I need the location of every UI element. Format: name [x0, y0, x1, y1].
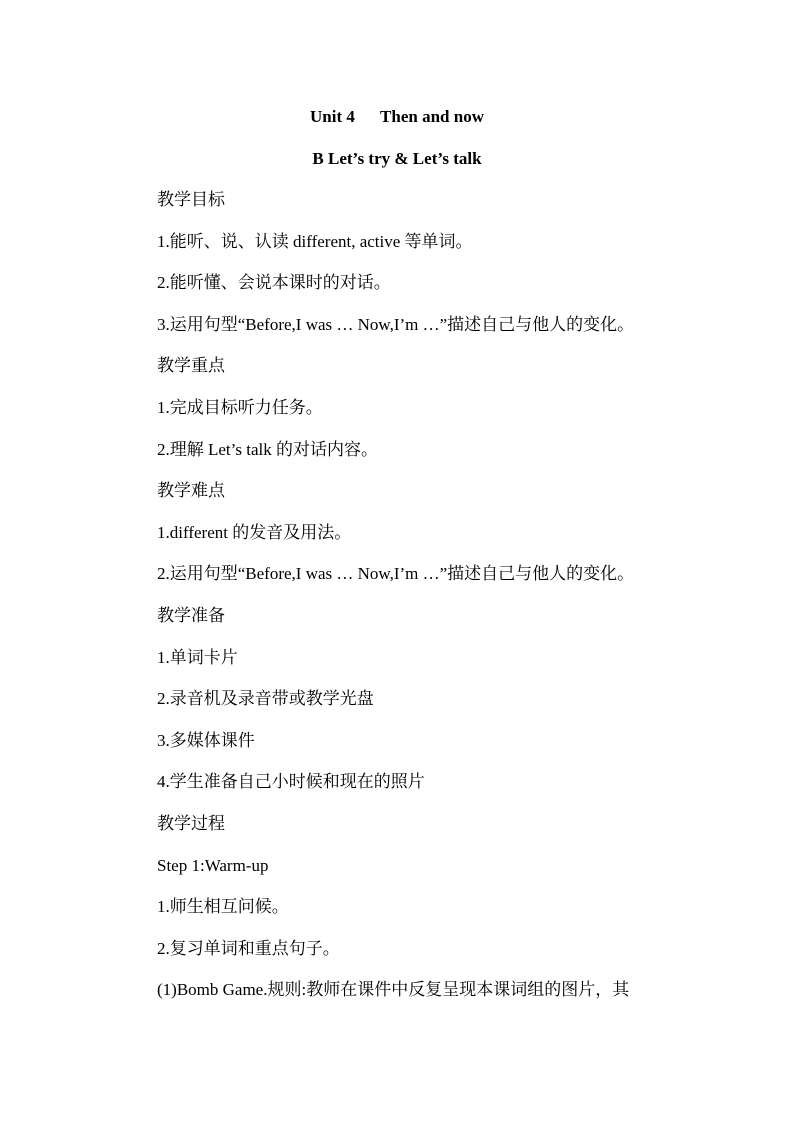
document-body — [157, 190, 757, 1022]
section-heading-difficulties: 教学难点 — [157, 481, 225, 501]
section-heading-key-points: 教学重点 — [157, 356, 225, 376]
paragraph-line: 1.单词卡片 — [157, 647, 238, 667]
paragraph-line: (1)Bomb Game.规则:教师在课件中反复呈现本课词组的图片，其 — [157, 980, 630, 1000]
paragraph-line: 1.能听、说、认读 different, active 等单词。 — [157, 231, 473, 251]
section-heading-process: 教学过程 — [157, 813, 225, 833]
step-heading: Step 1:Warm-up — [157, 855, 269, 875]
paragraph-line: 1.完成目标听力任务。 — [157, 397, 323, 417]
paragraph-line: 2.理解 Let’s talk 的对话内容。 — [157, 439, 378, 459]
paragraph-line: 2.复习单词和重点句子。 — [157, 938, 340, 958]
paragraph-line: 3.运用句型“Before,I was … Now,I’m …”描述自己与他人的变化。 — [157, 314, 635, 334]
section-heading-preparation: 教学准备 — [157, 605, 225, 625]
section-heading-objectives: 教学目标 — [157, 190, 225, 209]
paragraph-line: 2.录音机及录音带或教学光盘 — [157, 689, 374, 709]
paragraph-line: 2.能听懂、会说本课时的对话。 — [157, 273, 391, 293]
document-title: Unit 4 Then and now — [310, 107, 484, 126]
paragraph-line: 3.多媒体课件 — [157, 730, 255, 750]
document-subtitle: B Let’s try & Let’s talk — [312, 149, 482, 168]
paragraph-line: 1.different 的发音及用法。 — [157, 522, 352, 542]
paragraph-line: 1.师生相互问候。 — [157, 897, 289, 917]
paragraph-line: 4.学生准备自己小时候和现在的照片 — [157, 772, 425, 792]
paragraph-line: 2.运用句型“Before,I was … Now,I’m …”描述自己与他人的变化。 — [157, 564, 635, 584]
